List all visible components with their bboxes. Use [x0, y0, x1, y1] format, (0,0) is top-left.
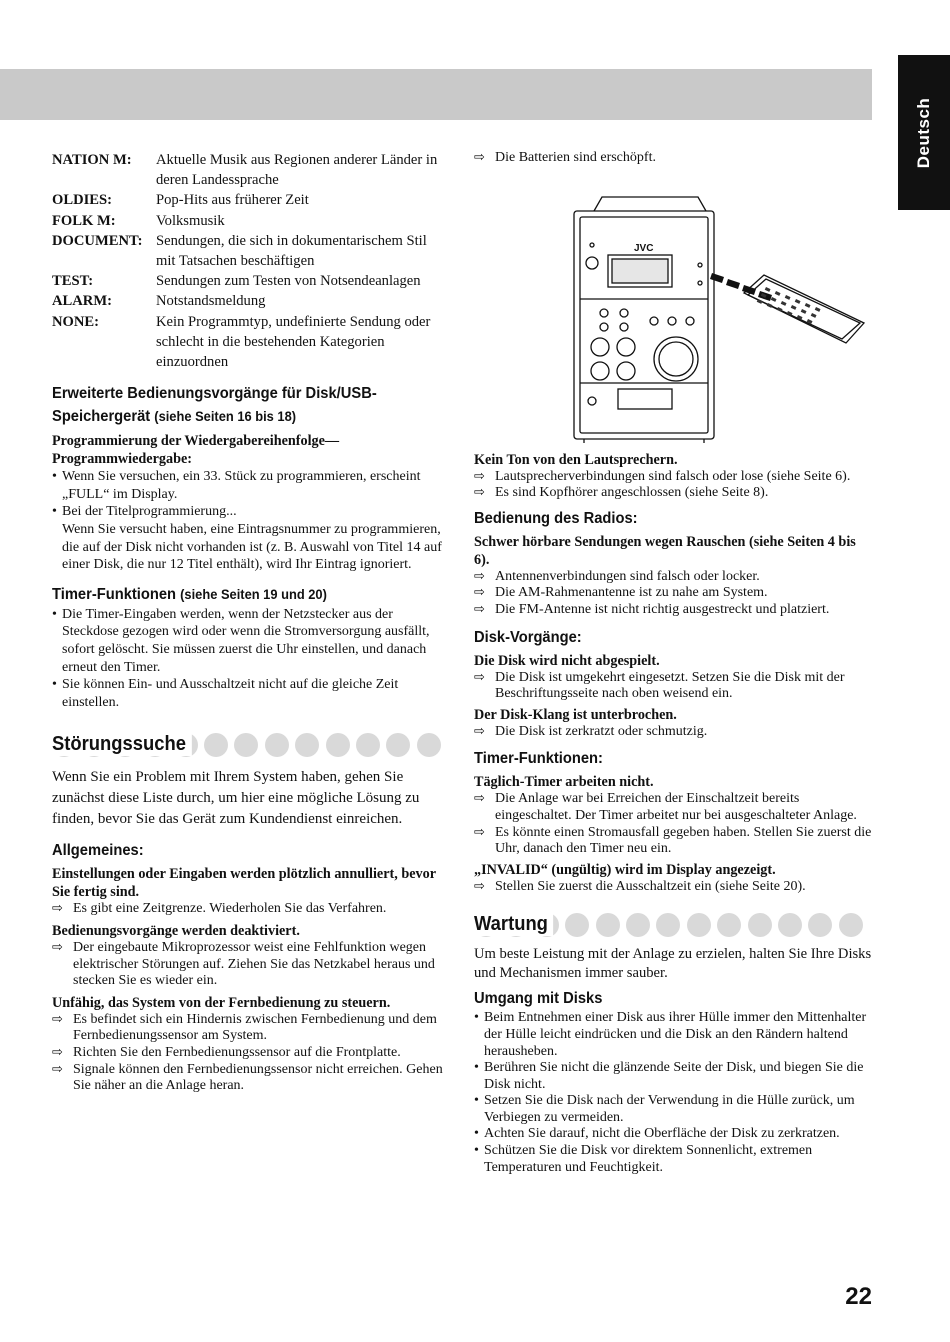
- section-heading: Allgemeines:: [52, 842, 144, 860]
- solution-item: [474, 602, 872, 619]
- remote-control-illustration: [474, 173, 872, 443]
- subheading: Programmierung der Wiedergabereihenfolge—Programmwiedergabe:: [52, 433, 340, 468]
- pty-key: NONE:: [52, 313, 100, 330]
- arrow-icon: ⇨: [474, 585, 485, 601]
- pty-key: TEST:: [52, 273, 94, 290]
- arrow-icon: ⇨: [474, 468, 485, 484]
- bullet-item: • Die Timer-Eingaben werden, wenn der Netzstecker aus der Steckdose gezogen wird oder wenn die Stromversorgung ausfällt, sofort gelöscht. Sie müssen zuerst die Uhr einstellen, und danach erneut den Timer.: [52, 606, 448, 676]
- section-title: Wartung: [474, 913, 553, 936]
- problem-text: Unfähig, das System von der Fernbedienung zu steuern.: [52, 994, 391, 1011]
- solution-item: [52, 1062, 448, 1095]
- arrow-icon: ⇨: [474, 485, 485, 501]
- solution-item: [52, 901, 448, 918]
- arrow-icon: ⇨: [52, 939, 63, 955]
- solution-text: Stellen Sie zuerst die Ausschaltzeit ein (siehe Seite 20).: [495, 878, 806, 894]
- troubleshooting-section: [52, 731, 448, 1094]
- language-tab-label: Deutsch: [914, 97, 933, 168]
- intro-text: Wenn Sie ein Problem mit Ihrem System haben, gehen Sie zunächst diese Liste durch, um hier eine mögliche Lösung zu finden, bevor Sie das Gerät zum Kundendienst einreichen.: [52, 769, 420, 828]
- solution-item: [474, 150, 872, 167]
- solution-item: [474, 825, 872, 858]
- intro-text: Um beste Leistung mit der Anlage zu erzielen, halten Sie Ihre Disks und Mechanismen immer sauber.: [474, 946, 872, 982]
- header-bar: [0, 69, 872, 120]
- pty-val: Volksmusik: [156, 212, 225, 229]
- bullet-continued: Wenn Sie versucht haben, eine Eintragsnummer zu programmieren, die auf der Disk nicht vorhanden ist (z. B. Auswahl von Titel 14 auf einer Disk, die nur 12 Titel enthält), wird Ihr Eintrag ignoriert.: [62, 522, 442, 573]
- solution-text: Die Anlage war bei Erreichen der Einschaltzeit bereits eingeschaltet. Der Timer arbeitet nur bei ausgeschalteter Anlage.: [495, 791, 857, 823]
- solution-text: Antennenverbindungen sind falsch oder locker.: [495, 568, 760, 584]
- solution-item: [474, 569, 872, 586]
- pty-val: Pop-Hits aus früherer Zeit: [156, 192, 309, 209]
- solution-text: Die Disk ist zerkratzt oder schmutzig.: [495, 723, 708, 739]
- heading-text: Timer-Funktionen: [52, 585, 177, 603]
- solution-text: Richten Sie den Fernbedienungssensor auf die Frontplatte.: [73, 1044, 401, 1060]
- heading-sub: (siehe Seiten 19 und 20): [180, 585, 327, 602]
- language-tab: [898, 55, 950, 210]
- section-title: Störungssuche: [52, 733, 191, 756]
- problem-text: Der Disk-Klang ist unterbrochen.: [474, 706, 677, 723]
- solution-text: Die Disk ist umgekehrt eingesetzt. Setzen Sie die Disk mit der Beschriftungsseite nach oben weisend ein.: [495, 669, 845, 702]
- timer-section: [52, 583, 448, 712]
- arrow-icon: ⇨: [474, 723, 485, 739]
- arrow-icon: ⇨: [52, 1011, 63, 1027]
- problem-text: Täglich-Timer arbeiten nicht.: [474, 774, 654, 791]
- problem-text: Kein Ton von den Lautsprechern.: [474, 451, 678, 468]
- pty-val: Sendungen zum Testen von Notsendeanlagen: [156, 273, 421, 290]
- solution-text: Der eingebaute Mikroprozessor weist eine Fehlfunktion wegen elektrischer Störungen auf. Ziehen Sie das Netzkabel heraus und stecken Sie es wieder ein.: [73, 939, 435, 989]
- solution-item: [474, 791, 872, 824]
- arrow-icon: ⇨: [474, 669, 485, 685]
- section-heading: [52, 583, 416, 606]
- arrow-icon: ⇨: [52, 1061, 63, 1077]
- solution-item: [474, 585, 872, 602]
- solution-text: Signale können den Fernbedienungssensor nicht erreichen. Gehen Sie näher an die Anlage heran.: [73, 1061, 443, 1094]
- disk-usb-section: [52, 383, 448, 574]
- solution-text: Es könnte einen Stromausfall gegeben haben. Stellen Sie zuerst die Uhr, danach den Timer neu ein.: [495, 824, 872, 857]
- solution-text: Die AM-Rahmenantenne ist zu nahe am System.: [495, 585, 768, 601]
- solution-item: [474, 670, 872, 703]
- left-column: [52, 150, 448, 1095]
- pty-val: Aktuelle Musik aus Regionen anderer Länder in deren Landessprache: [156, 152, 438, 189]
- solution-item: [52, 940, 448, 990]
- arrow-icon: ⇨: [474, 878, 485, 894]
- right-column: [474, 150, 872, 1176]
- section-title-bar: [52, 731, 448, 761]
- solution-text: Lautsprecherverbindungen sind falsch oder lose (siehe Seite 6).: [495, 468, 851, 484]
- bullet-item: • Setzen Sie die Disk nach der Verwendung in die Hülle zurück, um Verbiegen zu vermeiden.: [474, 1093, 872, 1126]
- bullet-item: • Achten Sie darauf, nicht die Oberfläche der Disk zu zerkratzen.: [474, 1126, 872, 1143]
- problem-text: „INVALID“ (ungültig) wird im Display angezeigt.: [474, 861, 776, 878]
- bullet-item: • Berühren Sie nicht die glänzende Seite der Disk, und biegen Sie die Disk nicht.: [474, 1060, 872, 1093]
- solution-item: [474, 724, 872, 741]
- solution-text: Die FM-Antenne ist nicht richtig ausgestreckt und platziert.: [495, 601, 830, 617]
- solution-text: Die Batterien sind erschöpft.: [495, 150, 656, 165]
- maintenance-section: [474, 911, 872, 1176]
- section-heading: Erweiterte Bedienungsvorgänge für Disk/USB-: [52, 385, 377, 403]
- arrow-icon: ⇨: [474, 150, 485, 165]
- problem-text: Schwer hörbare Sendungen wegen Rauschen (siehe Seiten 4 bis 6).: [474, 533, 856, 568]
- arrow-icon: ⇨: [52, 1044, 63, 1060]
- pty-key: ALARM:: [52, 293, 112, 310]
- problem-text: Die Disk wird nicht abgespielt.: [474, 652, 660, 669]
- solution-item: [474, 879, 872, 896]
- solution-item: [52, 1012, 448, 1045]
- solution-item: [474, 469, 872, 486]
- pty-val: Kein Programmtyp, undefinierte Sendung oder schlecht in die bestehenden Kategorien einzuordnen: [156, 313, 431, 371]
- problem-text: Bedienungsvorgänge werden deaktiviert.: [52, 922, 300, 939]
- problem-text: Einstellungen oder Eingaben werden plötzlich annulliert, bevor Sie fertig sind.: [52, 866, 436, 901]
- bullet-item: • Schützen Sie die Disk vor direktem Sonnenlicht, extremen Temperaturen und Feuchtigkeit.: [474, 1143, 872, 1176]
- section-title-bar: [474, 911, 872, 941]
- section-heading: Disk-Vorgänge:: [474, 628, 582, 646]
- arrow-icon: ⇨: [474, 791, 485, 807]
- arrow-icon: ⇨: [474, 601, 485, 617]
- section-heading: Umgang mit Disks: [474, 990, 603, 1008]
- pty-val: Notstandsmeldung: [156, 293, 266, 310]
- pty-key: OLDIES:: [52, 192, 113, 209]
- bullet-item: • Wenn Sie versuchen, ein 33. Stück zu programmieren, erscheint „FULL“ im Display.: [52, 468, 448, 503]
- solution-text: Es gibt eine Zeitgrenze. Wiederholen Sie das Verfahren.: [73, 901, 387, 917]
- heading-text: Speichergerät: [52, 408, 151, 426]
- section-heading: Timer-Funktionen:: [474, 750, 603, 768]
- device-brand-label: JVC: [634, 242, 654, 254]
- pty-key: DOCUMENT:: [52, 232, 143, 249]
- bullet-item: • Beim Entnehmen einer Disk aus ihrer Hülle immer den Mittenhalter der Hülle leicht eindrücken und die Disk an den Rändern haltend herausheben.: [474, 1010, 872, 1060]
- pty-list: [52, 150, 448, 372]
- arrow-icon: ⇨: [474, 568, 485, 584]
- solution-text: Es befindet sich ein Hindernis zwischen Fernbedienung und dem Fernbedienungssensor am System.: [73, 1011, 437, 1044]
- bullet-item: • Bei der Titelprogrammierung...: [52, 503, 448, 521]
- pty-val: Sendungen, die sich in dokumentarischem Stil mit Tatsachen beschäftigen: [156, 232, 427, 270]
- arrow-icon: ⇨: [52, 901, 63, 917]
- solution-item: [52, 1045, 448, 1062]
- section-heading: Bedienung des Radios:: [474, 509, 638, 527]
- arrow-icon: ⇨: [474, 824, 485, 840]
- bullet-item: • Sie können Ein- und Ausschaltzeit nicht auf die gleiche Zeit einstellen.: [52, 676, 448, 711]
- solution-item: [474, 485, 872, 502]
- page-number: 22: [845, 1283, 872, 1310]
- pty-key: FOLK M:: [52, 212, 116, 229]
- section-heading: [52, 405, 416, 428]
- pty-key: NATION M:: [52, 152, 132, 168]
- solution-text: Es sind Kopfhörer angeschlossen (siehe Seite 8).: [495, 485, 769, 501]
- heading-sub: (siehe Seiten 16 bis 18): [154, 408, 297, 425]
